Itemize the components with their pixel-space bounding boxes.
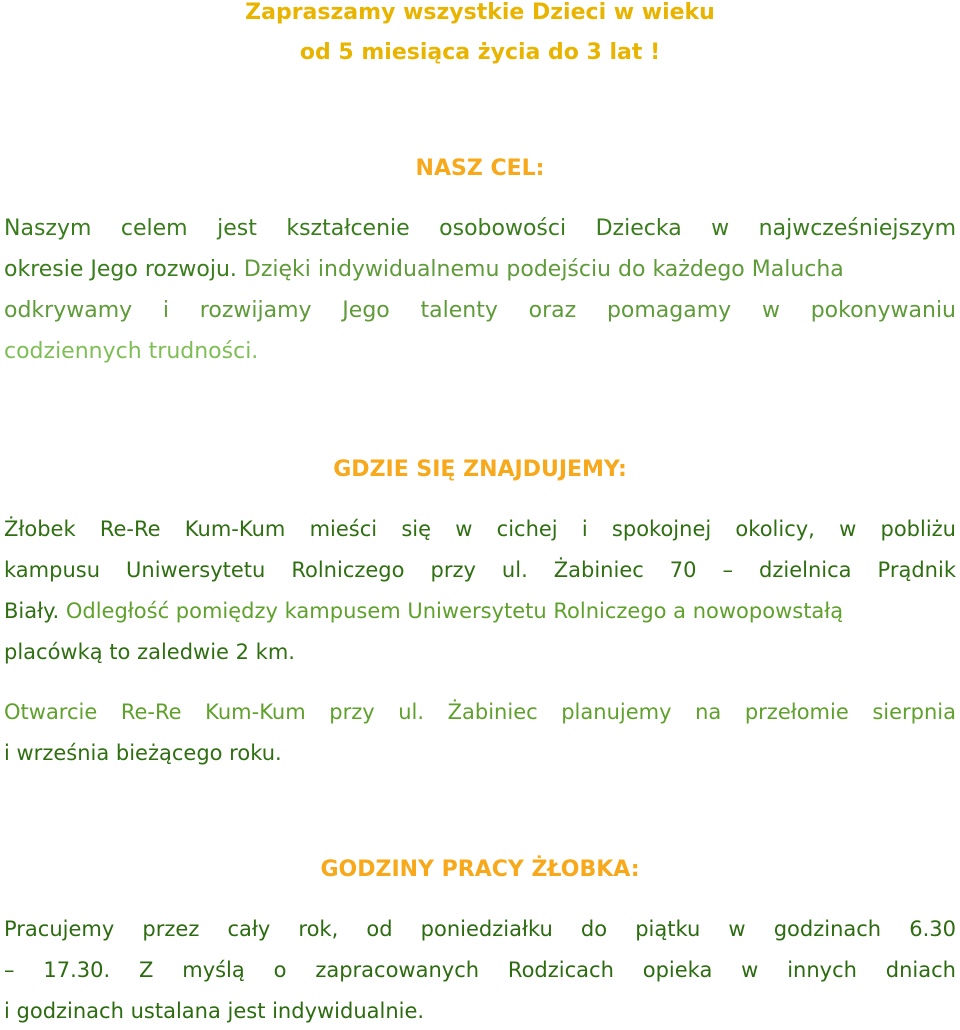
location-line-5: Otwarcie Re-Re Kum-Kum przy ul. Żabiniec planujemy na przełomie sierpnia <box>4 700 956 724</box>
location-line-1: Żłobek Re-Re Kum-Kum mieści się w cichej i spokojnej okolicy, w pobliżu <box>4 517 956 541</box>
hours-line-1: Pracujemy przez cały rok, od poniedziałku do piątku w godzinach 6.30 <box>4 917 956 941</box>
goal-heading: NASZ CEL: <box>415 156 545 181</box>
hours-line-2: – 17.30. Z myślą o zapracowanych Rodzicach opieka w innych dniach <box>4 958 956 982</box>
goal-line-2-part-a: okresie Jego rozwoju. <box>4 257 237 282</box>
intro-line-2: od 5 miesiąca życia do 3 lat ! <box>299 40 661 65</box>
hours-line-3: i godzinach ustalana jest indywidualnie. <box>4 999 425 1023</box>
location-heading: GDZIE SIĘ ZNAJDUJEMY: <box>333 457 627 482</box>
location-line-4: placówką to zaledwie 2 km. <box>4 640 295 664</box>
location-line-3-part-a: Biały. <box>4 599 60 623</box>
goal-line-3: odkrywamy i rozwijamy Jego talenty oraz pomagamy w pokonywaniu <box>4 298 956 323</box>
goal-line-2-part-b: Dzięki indywidualnemu podejściu do każdego Malucha <box>236 257 844 282</box>
goal-line-4: codziennych trudności. <box>4 339 259 364</box>
intro-line-1: Zapraszamy wszystkie Dzieci w wieku <box>245 0 715 25</box>
goal-line-1: Naszym celem jest kształcenie osobowości Dziecka w najwcześniejszym <box>4 216 956 241</box>
location-line-2: kampusu Uniwersytetu Rolniczego przy ul. Żabiniec 70 – dzielnica Prądnik <box>4 558 956 582</box>
goal-line-2 <box>4 255 956 285</box>
location-line-3-part-b: Odległość pomiędzy kampusem Uniwersytetu Rolniczego a nowopowstałą <box>59 599 844 623</box>
hours-heading: GODZINY PRACY ŻŁOBKA: <box>320 857 640 882</box>
location-line-3 <box>4 596 956 626</box>
location-line-6: i września bieżącego roku. <box>4 741 282 765</box>
